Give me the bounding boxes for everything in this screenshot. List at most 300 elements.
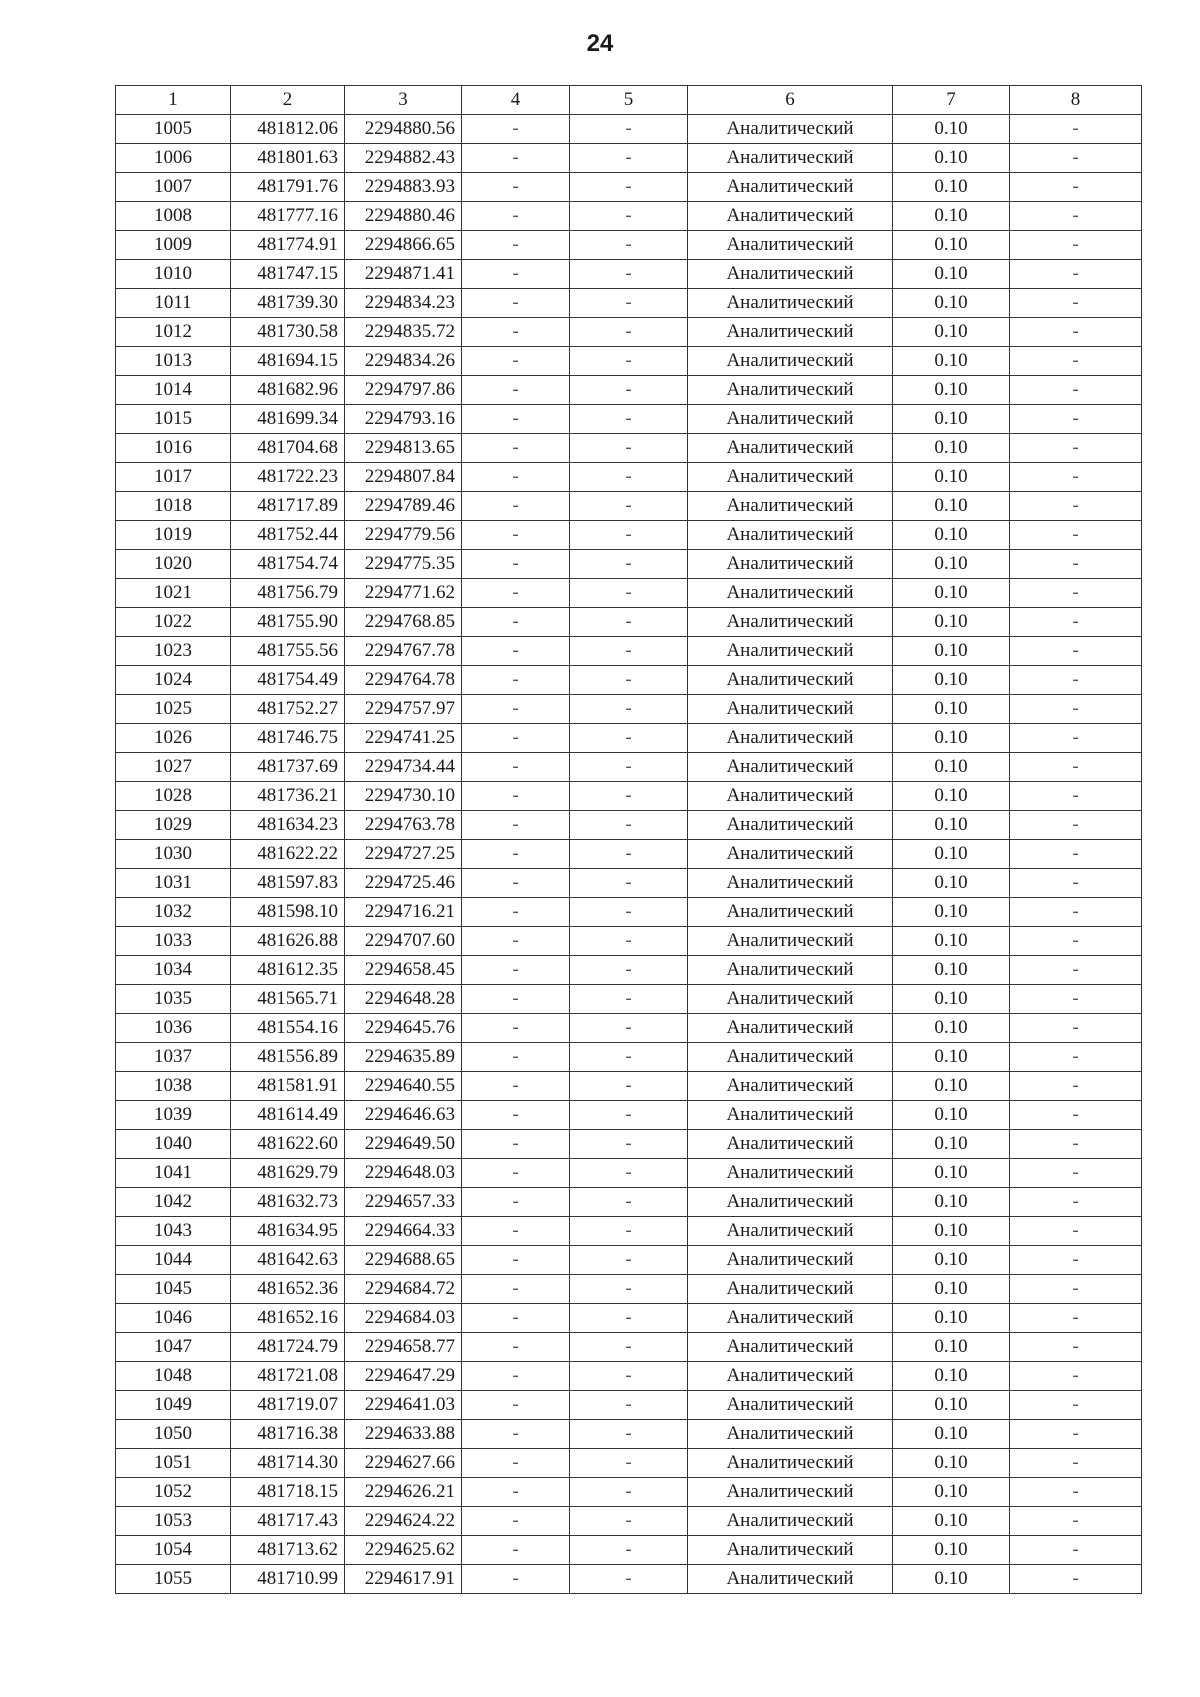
method-cell: Аналитический — [688, 405, 893, 434]
column-5-cell: - — [570, 724, 688, 753]
table-row — [116, 173, 1142, 202]
accuracy-cell: 0.10 — [893, 1101, 1010, 1130]
table-row — [116, 1275, 1142, 1304]
x-coordinate-cell: 481634.23 — [231, 811, 345, 840]
y-coordinate-cell: 2294657.33 — [345, 1188, 462, 1217]
accuracy-cell: 0.10 — [893, 753, 1010, 782]
column-5-cell: - — [570, 463, 688, 492]
point-number-cell: 1043 — [116, 1217, 231, 1246]
column-5-cell: - — [570, 1101, 688, 1130]
column-header: 8 — [1010, 86, 1142, 115]
method-cell: Аналитический — [688, 637, 893, 666]
x-coordinate-cell: 481755.90 — [231, 608, 345, 637]
column-5-cell: - — [570, 1536, 688, 1565]
column-8-cell: - — [1010, 260, 1142, 289]
column-8-cell: - — [1010, 666, 1142, 695]
accuracy-cell: 0.10 — [893, 1014, 1010, 1043]
point-number-cell: 1019 — [116, 521, 231, 550]
column-8-cell: - — [1010, 1362, 1142, 1391]
y-coordinate-cell: 2294640.55 — [345, 1072, 462, 1101]
table-row — [116, 956, 1142, 985]
y-coordinate-cell: 2294624.22 — [345, 1507, 462, 1536]
column-header: 4 — [462, 86, 570, 115]
x-coordinate-cell: 481626.88 — [231, 927, 345, 956]
column-5-cell: - — [570, 1420, 688, 1449]
column-5-cell: - — [570, 318, 688, 347]
accuracy-cell: 0.10 — [893, 1362, 1010, 1391]
accuracy-cell: 0.10 — [893, 231, 1010, 260]
column-8-cell: - — [1010, 1014, 1142, 1043]
point-number-cell: 1034 — [116, 956, 231, 985]
method-cell: Аналитический — [688, 1014, 893, 1043]
column-4-cell: - — [462, 347, 570, 376]
accuracy-cell: 0.10 — [893, 869, 1010, 898]
column-5-cell: - — [570, 869, 688, 898]
column-8-cell: - — [1010, 1275, 1142, 1304]
x-coordinate-cell: 481634.95 — [231, 1217, 345, 1246]
y-coordinate-cell: 2294768.85 — [345, 608, 462, 637]
accuracy-cell: 0.10 — [893, 521, 1010, 550]
point-number-cell: 1031 — [116, 869, 231, 898]
x-coordinate-cell: 481717.43 — [231, 1507, 345, 1536]
method-cell: Аналитический — [688, 724, 893, 753]
y-coordinate-cell: 2294866.65 — [345, 231, 462, 260]
table-row — [116, 869, 1142, 898]
method-cell: Аналитический — [688, 898, 893, 927]
y-coordinate-cell: 2294871.41 — [345, 260, 462, 289]
column-header: 5 — [570, 86, 688, 115]
method-cell: Аналитический — [688, 1072, 893, 1101]
column-5-cell: - — [570, 1565, 688, 1594]
x-coordinate-cell: 481713.62 — [231, 1536, 345, 1565]
column-4-cell: - — [462, 1449, 570, 1478]
column-5-cell: - — [570, 1391, 688, 1420]
column-4-cell: - — [462, 1507, 570, 1536]
column-4-cell: - — [462, 898, 570, 927]
x-coordinate-cell: 481774.91 — [231, 231, 345, 260]
column-5-cell: - — [570, 956, 688, 985]
point-number-cell: 1020 — [116, 550, 231, 579]
column-5-cell: - — [570, 608, 688, 637]
y-coordinate-cell: 2294617.91 — [345, 1565, 462, 1594]
table-row — [116, 115, 1142, 144]
x-coordinate-cell: 481801.63 — [231, 144, 345, 173]
method-cell: Аналитический — [688, 956, 893, 985]
y-coordinate-cell: 2294767.78 — [345, 637, 462, 666]
column-4-cell: - — [462, 318, 570, 347]
column-8-cell: - — [1010, 1217, 1142, 1246]
column-4-cell: - — [462, 1130, 570, 1159]
y-coordinate-cell: 2294734.44 — [345, 753, 462, 782]
x-coordinate-cell: 481721.08 — [231, 1362, 345, 1391]
table-row — [116, 811, 1142, 840]
y-coordinate-cell: 2294664.33 — [345, 1217, 462, 1246]
accuracy-cell: 0.10 — [893, 1478, 1010, 1507]
x-coordinate-cell: 481730.58 — [231, 318, 345, 347]
method-cell: Аналитический — [688, 231, 893, 260]
y-coordinate-cell: 2294797.86 — [345, 376, 462, 405]
method-cell: Аналитический — [688, 579, 893, 608]
column-8-cell: - — [1010, 1246, 1142, 1275]
accuracy-cell: 0.10 — [893, 1246, 1010, 1275]
method-cell: Аналитический — [688, 144, 893, 173]
column-8-cell: - — [1010, 869, 1142, 898]
column-5-cell: - — [570, 1043, 688, 1072]
accuracy-cell: 0.10 — [893, 115, 1010, 144]
accuracy-cell: 0.10 — [893, 1565, 1010, 1594]
column-5-cell: - — [570, 434, 688, 463]
column-8-cell: - — [1010, 115, 1142, 144]
table-row — [116, 1507, 1142, 1536]
x-coordinate-cell: 481717.89 — [231, 492, 345, 521]
column-5-cell: - — [570, 115, 688, 144]
column-5-cell: - — [570, 231, 688, 260]
method-cell: Аналитический — [688, 927, 893, 956]
column-4-cell: - — [462, 289, 570, 318]
column-4-cell: - — [462, 985, 570, 1014]
point-number-cell: 1038 — [116, 1072, 231, 1101]
accuracy-cell: 0.10 — [893, 463, 1010, 492]
point-number-cell: 1023 — [116, 637, 231, 666]
method-cell: Аналитический — [688, 666, 893, 695]
x-coordinate-cell: 481754.74 — [231, 550, 345, 579]
x-coordinate-cell: 481565.71 — [231, 985, 345, 1014]
column-5-cell: - — [570, 492, 688, 521]
point-number-cell: 1008 — [116, 202, 231, 231]
y-coordinate-cell: 2294764.78 — [345, 666, 462, 695]
column-8-cell: - — [1010, 1420, 1142, 1449]
column-header: 1 — [116, 86, 231, 115]
x-coordinate-cell: 481556.89 — [231, 1043, 345, 1072]
column-4-cell: - — [462, 463, 570, 492]
y-coordinate-cell: 2294807.84 — [345, 463, 462, 492]
point-number-cell: 1027 — [116, 753, 231, 782]
method-cell: Аналитический — [688, 173, 893, 202]
y-coordinate-cell: 2294727.25 — [345, 840, 462, 869]
column-8-cell: - — [1010, 811, 1142, 840]
column-5-cell: - — [570, 1130, 688, 1159]
method-cell: Аналитический — [688, 1391, 893, 1420]
x-coordinate-cell: 481622.60 — [231, 1130, 345, 1159]
method-cell: Аналитический — [688, 1188, 893, 1217]
column-4-cell: - — [462, 434, 570, 463]
x-coordinate-cell: 481642.63 — [231, 1246, 345, 1275]
method-cell: Аналитический — [688, 869, 893, 898]
y-coordinate-cell: 2294882.43 — [345, 144, 462, 173]
table-row — [116, 144, 1142, 173]
x-coordinate-cell: 481598.10 — [231, 898, 345, 927]
column-4-cell: - — [462, 202, 570, 231]
y-coordinate-cell: 2294647.29 — [345, 1362, 462, 1391]
column-8-cell: - — [1010, 1130, 1142, 1159]
accuracy-cell: 0.10 — [893, 1333, 1010, 1362]
x-coordinate-cell: 481682.96 — [231, 376, 345, 405]
accuracy-cell: 0.10 — [893, 1043, 1010, 1072]
column-4-cell: - — [462, 1014, 570, 1043]
method-cell: Аналитический — [688, 260, 893, 289]
coordinates-table-container — [115, 85, 1142, 1594]
column-4-cell: - — [462, 376, 570, 405]
method-cell: Аналитический — [688, 985, 893, 1014]
column-4-cell: - — [462, 405, 570, 434]
y-coordinate-cell: 2294793.16 — [345, 405, 462, 434]
column-5-cell: - — [570, 1304, 688, 1333]
x-coordinate-cell: 481632.73 — [231, 1188, 345, 1217]
point-number-cell: 1051 — [116, 1449, 231, 1478]
column-header: 7 — [893, 86, 1010, 115]
x-coordinate-cell: 481597.83 — [231, 869, 345, 898]
method-cell: Аналитический — [688, 492, 893, 521]
column-8-cell: - — [1010, 1072, 1142, 1101]
method-cell: Аналитический — [688, 1536, 893, 1565]
point-number-cell: 1033 — [116, 927, 231, 956]
column-5-cell: - — [570, 1014, 688, 1043]
column-4-cell: - — [462, 811, 570, 840]
y-coordinate-cell: 2294771.62 — [345, 579, 462, 608]
accuracy-cell: 0.10 — [893, 811, 1010, 840]
point-number-cell: 1030 — [116, 840, 231, 869]
table-row — [116, 1536, 1142, 1565]
column-5-cell: - — [570, 550, 688, 579]
method-cell: Аналитический — [688, 202, 893, 231]
table-row — [116, 1217, 1142, 1246]
column-4-cell: - — [462, 521, 570, 550]
table-row — [116, 260, 1142, 289]
column-5-cell: - — [570, 1507, 688, 1536]
column-header: 3 — [345, 86, 462, 115]
method-cell: Аналитический — [688, 1304, 893, 1333]
column-4-cell: - — [462, 492, 570, 521]
column-5-cell: - — [570, 666, 688, 695]
accuracy-cell: 0.10 — [893, 695, 1010, 724]
point-number-cell: 1036 — [116, 1014, 231, 1043]
y-coordinate-cell: 2294633.88 — [345, 1420, 462, 1449]
point-number-cell: 1052 — [116, 1478, 231, 1507]
column-8-cell: - — [1010, 289, 1142, 318]
table-row — [116, 1246, 1142, 1275]
column-5-cell: - — [570, 347, 688, 376]
x-coordinate-cell: 481791.76 — [231, 173, 345, 202]
point-number-cell: 1026 — [116, 724, 231, 753]
column-8-cell: - — [1010, 608, 1142, 637]
method-cell: Аналитический — [688, 318, 893, 347]
table-row — [116, 318, 1142, 347]
y-coordinate-cell: 2294648.28 — [345, 985, 462, 1014]
accuracy-cell: 0.10 — [893, 202, 1010, 231]
point-number-cell: 1039 — [116, 1101, 231, 1130]
point-number-cell: 1022 — [116, 608, 231, 637]
point-number-cell: 1006 — [116, 144, 231, 173]
accuracy-cell: 0.10 — [893, 434, 1010, 463]
point-number-cell: 1015 — [116, 405, 231, 434]
y-coordinate-cell: 2294658.77 — [345, 1333, 462, 1362]
table-row — [116, 1043, 1142, 1072]
y-coordinate-cell: 2294684.03 — [345, 1304, 462, 1333]
method-cell: Аналитический — [688, 1449, 893, 1478]
column-4-cell: - — [462, 666, 570, 695]
accuracy-cell: 0.10 — [893, 840, 1010, 869]
column-4-cell: - — [462, 1478, 570, 1507]
coordinates-table — [115, 85, 1142, 1594]
y-coordinate-cell: 2294880.56 — [345, 115, 462, 144]
accuracy-cell: 0.10 — [893, 1159, 1010, 1188]
point-number-cell: 1041 — [116, 1159, 231, 1188]
point-number-cell: 1018 — [116, 492, 231, 521]
column-5-cell: - — [570, 579, 688, 608]
column-4-cell: - — [462, 1072, 570, 1101]
column-8-cell: - — [1010, 695, 1142, 724]
accuracy-cell: 0.10 — [893, 492, 1010, 521]
column-4-cell: - — [462, 1333, 570, 1362]
x-coordinate-cell: 481739.30 — [231, 289, 345, 318]
column-4-cell: - — [462, 231, 570, 260]
x-coordinate-cell: 481710.99 — [231, 1565, 345, 1594]
y-coordinate-cell: 2294625.62 — [345, 1536, 462, 1565]
x-coordinate-cell: 481614.49 — [231, 1101, 345, 1130]
y-coordinate-cell: 2294688.65 — [345, 1246, 462, 1275]
y-coordinate-cell: 2294789.46 — [345, 492, 462, 521]
point-number-cell: 1046 — [116, 1304, 231, 1333]
table-row — [116, 985, 1142, 1014]
column-8-cell: - — [1010, 405, 1142, 434]
x-coordinate-cell: 481754.49 — [231, 666, 345, 695]
x-coordinate-cell: 481622.22 — [231, 840, 345, 869]
accuracy-cell: 0.10 — [893, 1391, 1010, 1420]
x-coordinate-cell: 481699.34 — [231, 405, 345, 434]
point-number-cell: 1049 — [116, 1391, 231, 1420]
point-number-cell: 1040 — [116, 1130, 231, 1159]
x-coordinate-cell: 481714.30 — [231, 1449, 345, 1478]
table-row — [116, 1072, 1142, 1101]
column-4-cell: - — [462, 695, 570, 724]
method-cell: Аналитический — [688, 608, 893, 637]
column-4-cell: - — [462, 1188, 570, 1217]
accuracy-cell: 0.10 — [893, 260, 1010, 289]
y-coordinate-cell: 2294641.03 — [345, 1391, 462, 1420]
method-cell: Аналитический — [688, 1130, 893, 1159]
x-coordinate-cell: 481736.21 — [231, 782, 345, 811]
column-8-cell: - — [1010, 318, 1142, 347]
point-number-cell: 1047 — [116, 1333, 231, 1362]
column-4-cell: - — [462, 579, 570, 608]
column-5-cell: - — [570, 985, 688, 1014]
column-4-cell: - — [462, 608, 570, 637]
column-8-cell: - — [1010, 376, 1142, 405]
column-4-cell: - — [462, 1420, 570, 1449]
column-5-cell: - — [570, 144, 688, 173]
point-number-cell: 1045 — [116, 1275, 231, 1304]
table-header-row — [116, 86, 1142, 115]
method-cell: Аналитический — [688, 695, 893, 724]
x-coordinate-cell: 481704.68 — [231, 434, 345, 463]
method-cell: Аналитический — [688, 840, 893, 869]
accuracy-cell: 0.10 — [893, 1275, 1010, 1304]
table-row — [116, 753, 1142, 782]
x-coordinate-cell: 481812.06 — [231, 115, 345, 144]
column-5-cell: - — [570, 811, 688, 840]
column-5-cell: - — [570, 898, 688, 927]
method-cell: Аналитический — [688, 1362, 893, 1391]
method-cell: Аналитический — [688, 550, 893, 579]
table-row — [116, 637, 1142, 666]
accuracy-cell: 0.10 — [893, 956, 1010, 985]
column-5-cell: - — [570, 1072, 688, 1101]
table-row — [116, 1449, 1142, 1478]
point-number-cell: 1032 — [116, 898, 231, 927]
accuracy-cell: 0.10 — [893, 1420, 1010, 1449]
method-cell: Аналитический — [688, 115, 893, 144]
table-row — [116, 289, 1142, 318]
column-4-cell: - — [462, 782, 570, 811]
table-row — [116, 1391, 1142, 1420]
column-8-cell: - — [1010, 637, 1142, 666]
y-coordinate-cell: 2294658.45 — [345, 956, 462, 985]
column-8-cell: - — [1010, 1449, 1142, 1478]
y-coordinate-cell: 2294649.50 — [345, 1130, 462, 1159]
method-cell: Аналитический — [688, 376, 893, 405]
method-cell: Аналитический — [688, 1159, 893, 1188]
table-row — [116, 1478, 1142, 1507]
point-number-cell: 1010 — [116, 260, 231, 289]
y-coordinate-cell: 2294707.60 — [345, 927, 462, 956]
y-coordinate-cell: 2294775.35 — [345, 550, 462, 579]
column-4-cell: - — [462, 1304, 570, 1333]
table-row — [116, 231, 1142, 260]
point-number-cell: 1053 — [116, 1507, 231, 1536]
column-8-cell: - — [1010, 347, 1142, 376]
accuracy-cell: 0.10 — [893, 318, 1010, 347]
y-coordinate-cell: 2294880.46 — [345, 202, 462, 231]
y-coordinate-cell: 2294763.78 — [345, 811, 462, 840]
y-coordinate-cell: 2294725.46 — [345, 869, 462, 898]
column-4-cell: - — [462, 144, 570, 173]
page-number: 24 — [586, 30, 614, 57]
accuracy-cell: 0.10 — [893, 347, 1010, 376]
y-coordinate-cell: 2294813.65 — [345, 434, 462, 463]
table-row — [116, 347, 1142, 376]
y-coordinate-cell: 2294730.10 — [345, 782, 462, 811]
column-4-cell: - — [462, 260, 570, 289]
x-coordinate-cell: 481752.44 — [231, 521, 345, 550]
table-row — [116, 1101, 1142, 1130]
table-row — [116, 1188, 1142, 1217]
accuracy-cell: 0.10 — [893, 579, 1010, 608]
table-row — [116, 405, 1142, 434]
point-number-cell: 1009 — [116, 231, 231, 260]
column-5-cell: - — [570, 637, 688, 666]
x-coordinate-cell: 481777.16 — [231, 202, 345, 231]
method-cell: Аналитический — [688, 782, 893, 811]
point-number-cell: 1021 — [116, 579, 231, 608]
column-8-cell: - — [1010, 724, 1142, 753]
x-coordinate-cell: 481756.79 — [231, 579, 345, 608]
x-coordinate-cell: 481747.15 — [231, 260, 345, 289]
accuracy-cell: 0.10 — [893, 985, 1010, 1014]
x-coordinate-cell: 481722.23 — [231, 463, 345, 492]
x-coordinate-cell: 481581.91 — [231, 1072, 345, 1101]
table-row — [116, 376, 1142, 405]
accuracy-cell: 0.10 — [893, 1536, 1010, 1565]
x-coordinate-cell: 481629.79 — [231, 1159, 345, 1188]
table-row — [116, 608, 1142, 637]
column-8-cell: - — [1010, 231, 1142, 260]
column-5-cell: - — [570, 1449, 688, 1478]
column-8-cell: - — [1010, 1478, 1142, 1507]
column-4-cell: - — [462, 1159, 570, 1188]
column-8-cell: - — [1010, 753, 1142, 782]
method-cell: Аналитический — [688, 1333, 893, 1362]
y-coordinate-cell: 2294741.25 — [345, 724, 462, 753]
